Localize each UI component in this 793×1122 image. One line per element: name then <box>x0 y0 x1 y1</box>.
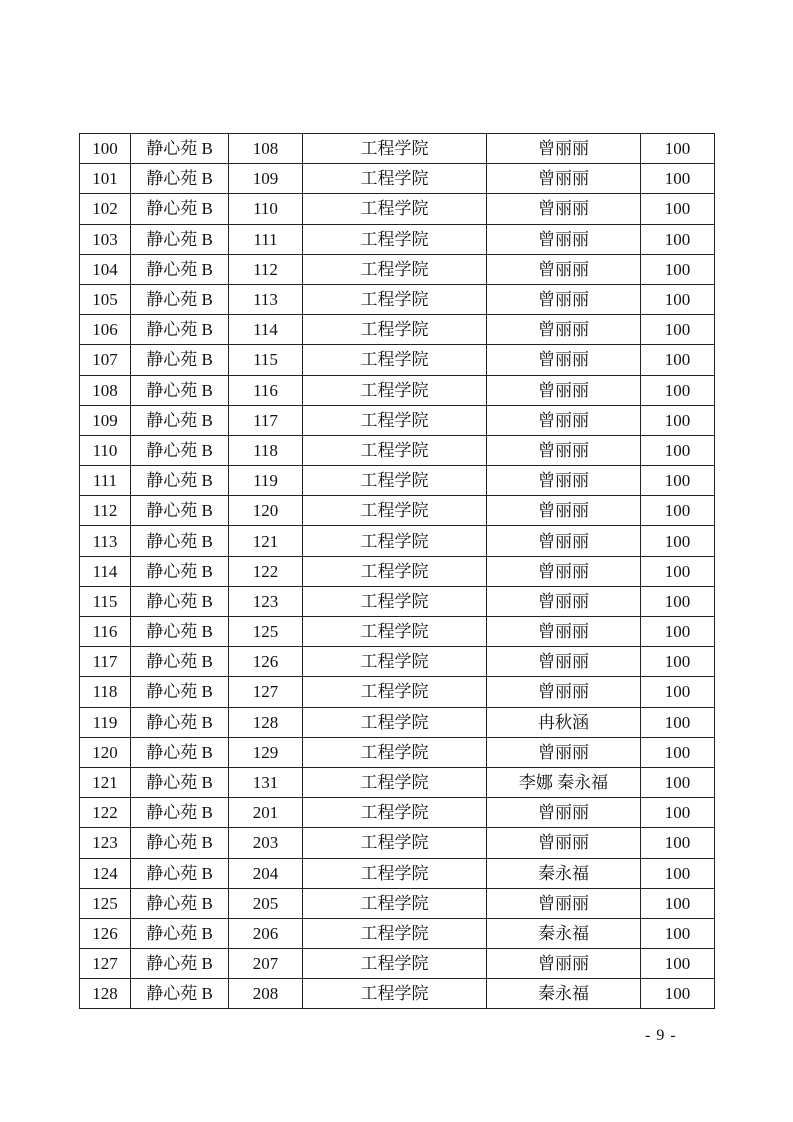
table-row <box>80 858 715 888</box>
room-cell: 205 <box>229 888 303 918</box>
college-cell: 工程学院 <box>303 224 487 254</box>
college-cell: 工程学院 <box>303 194 487 224</box>
score-cell: 100 <box>641 284 715 314</box>
room-cell: 203 <box>229 828 303 858</box>
score-cell: 100 <box>641 194 715 224</box>
row-index-cell: 115 <box>80 586 131 616</box>
room-cell: 120 <box>229 496 303 526</box>
score-cell: 100 <box>641 466 715 496</box>
college-cell: 工程学院 <box>303 466 487 496</box>
score-cell: 100 <box>641 767 715 797</box>
building-cell: 静心苑 B <box>131 979 229 1009</box>
table-row <box>80 134 715 164</box>
row-index-cell: 113 <box>80 526 131 556</box>
college-cell: 工程学院 <box>303 435 487 465</box>
row-index-cell: 102 <box>80 194 131 224</box>
building-cell: 静心苑 B <box>131 556 229 586</box>
person-cell: 曾丽丽 <box>487 586 641 616</box>
building-cell: 静心苑 B <box>131 194 229 224</box>
row-index-cell: 120 <box>80 737 131 767</box>
person-cell: 曾丽丽 <box>487 526 641 556</box>
table-row <box>80 526 715 556</box>
score-cell: 100 <box>641 677 715 707</box>
building-cell: 静心苑 B <box>131 949 229 979</box>
score-cell: 100 <box>641 707 715 737</box>
building-cell: 静心苑 B <box>131 224 229 254</box>
person-cell: 曾丽丽 <box>487 405 641 435</box>
table-row <box>80 496 715 526</box>
person-cell: 曾丽丽 <box>487 798 641 828</box>
building-cell: 静心苑 B <box>131 435 229 465</box>
score-cell: 100 <box>641 405 715 435</box>
college-cell: 工程学院 <box>303 134 487 164</box>
table-row <box>80 194 715 224</box>
row-index-cell: 108 <box>80 375 131 405</box>
score-cell: 100 <box>641 858 715 888</box>
person-cell: 曾丽丽 <box>487 496 641 526</box>
person-cell: 曾丽丽 <box>487 375 641 405</box>
building-cell: 静心苑 B <box>131 737 229 767</box>
table-row <box>80 828 715 858</box>
college-cell: 工程学院 <box>303 586 487 616</box>
row-index-cell: 112 <box>80 496 131 526</box>
building-cell: 静心苑 B <box>131 798 229 828</box>
person-cell: 曾丽丽 <box>487 828 641 858</box>
score-cell: 100 <box>641 979 715 1009</box>
college-cell: 工程学院 <box>303 647 487 677</box>
college-cell: 工程学院 <box>303 345 487 375</box>
score-cell: 100 <box>641 315 715 345</box>
building-cell: 静心苑 B <box>131 254 229 284</box>
college-cell: 工程学院 <box>303 405 487 435</box>
person-cell: 曾丽丽 <box>487 647 641 677</box>
building-cell: 静心苑 B <box>131 375 229 405</box>
college-cell: 工程学院 <box>303 526 487 556</box>
row-index-cell: 107 <box>80 345 131 375</box>
row-index-cell: 118 <box>80 677 131 707</box>
table-row <box>80 405 715 435</box>
building-cell: 静心苑 B <box>131 164 229 194</box>
table-row <box>80 254 715 284</box>
room-cell: 117 <box>229 405 303 435</box>
room-cell: 109 <box>229 164 303 194</box>
table-row <box>80 918 715 948</box>
person-cell: 曾丽丽 <box>487 677 641 707</box>
table-row <box>80 315 715 345</box>
row-index-cell: 106 <box>80 315 131 345</box>
person-cell: 秦永福 <box>487 979 641 1009</box>
row-index-cell: 125 <box>80 888 131 918</box>
person-cell: 秦永福 <box>487 858 641 888</box>
score-cell: 100 <box>641 556 715 586</box>
table-row <box>80 466 715 496</box>
person-cell: 曾丽丽 <box>487 164 641 194</box>
college-cell: 工程学院 <box>303 737 487 767</box>
building-cell: 静心苑 B <box>131 918 229 948</box>
room-cell: 121 <box>229 526 303 556</box>
table-row <box>80 617 715 647</box>
room-cell: 131 <box>229 767 303 797</box>
table-row <box>80 375 715 405</box>
college-cell: 工程学院 <box>303 707 487 737</box>
room-cell: 128 <box>229 707 303 737</box>
building-cell: 静心苑 B <box>131 315 229 345</box>
building-cell: 静心苑 B <box>131 496 229 526</box>
person-cell: 曾丽丽 <box>487 134 641 164</box>
score-cell: 100 <box>641 375 715 405</box>
row-index-cell: 111 <box>80 466 131 496</box>
building-cell: 静心苑 B <box>131 707 229 737</box>
score-cell: 100 <box>641 617 715 647</box>
score-table-body <box>80 134 715 1009</box>
college-cell: 工程学院 <box>303 556 487 586</box>
room-cell: 116 <box>229 375 303 405</box>
college-cell: 工程学院 <box>303 858 487 888</box>
score-cell: 100 <box>641 918 715 948</box>
college-cell: 工程学院 <box>303 315 487 345</box>
person-cell: 曾丽丽 <box>487 556 641 586</box>
building-cell: 静心苑 B <box>131 586 229 616</box>
college-cell: 工程学院 <box>303 828 487 858</box>
person-cell: 曾丽丽 <box>487 737 641 767</box>
college-cell: 工程学院 <box>303 677 487 707</box>
building-cell: 静心苑 B <box>131 828 229 858</box>
room-cell: 127 <box>229 677 303 707</box>
building-cell: 静心苑 B <box>131 677 229 707</box>
person-cell: 曾丽丽 <box>487 466 641 496</box>
room-cell: 206 <box>229 918 303 948</box>
room-cell: 118 <box>229 435 303 465</box>
table-row <box>80 284 715 314</box>
college-cell: 工程学院 <box>303 496 487 526</box>
room-cell: 125 <box>229 617 303 647</box>
person-cell: 曾丽丽 <box>487 949 641 979</box>
score-cell: 100 <box>641 828 715 858</box>
table-row <box>80 677 715 707</box>
score-cell: 100 <box>641 435 715 465</box>
person-cell: 曾丽丽 <box>487 194 641 224</box>
score-cell: 100 <box>641 345 715 375</box>
room-cell: 115 <box>229 345 303 375</box>
person-cell: 曾丽丽 <box>487 435 641 465</box>
room-cell: 123 <box>229 586 303 616</box>
row-index-cell: 121 <box>80 767 131 797</box>
college-cell: 工程学院 <box>303 798 487 828</box>
row-index-cell: 119 <box>80 707 131 737</box>
person-cell: 曾丽丽 <box>487 617 641 647</box>
score-cell: 100 <box>641 798 715 828</box>
table-row <box>80 345 715 375</box>
building-cell: 静心苑 B <box>131 617 229 647</box>
row-index-cell: 105 <box>80 284 131 314</box>
room-cell: 110 <box>229 194 303 224</box>
row-index-cell: 116 <box>80 617 131 647</box>
table-row <box>80 798 715 828</box>
college-cell: 工程学院 <box>303 767 487 797</box>
room-cell: 204 <box>229 858 303 888</box>
building-cell: 静心苑 B <box>131 858 229 888</box>
score-table <box>79 133 715 1009</box>
college-cell: 工程学院 <box>303 164 487 194</box>
row-index-cell: 124 <box>80 858 131 888</box>
building-cell: 静心苑 B <box>131 526 229 556</box>
person-cell: 曾丽丽 <box>487 284 641 314</box>
person-cell: 曾丽丽 <box>487 888 641 918</box>
person-cell: 冉秋涵 <box>487 707 641 737</box>
person-cell: 曾丽丽 <box>487 315 641 345</box>
score-cell: 100 <box>641 254 715 284</box>
building-cell: 静心苑 B <box>131 345 229 375</box>
room-cell: 108 <box>229 134 303 164</box>
college-cell: 工程学院 <box>303 918 487 948</box>
table-row <box>80 224 715 254</box>
row-index-cell: 109 <box>80 405 131 435</box>
room-cell: 112 <box>229 254 303 284</box>
table-row <box>80 767 715 797</box>
room-cell: 207 <box>229 949 303 979</box>
row-index-cell: 100 <box>80 134 131 164</box>
building-cell: 静心苑 B <box>131 284 229 314</box>
row-index-cell: 110 <box>80 435 131 465</box>
score-cell: 100 <box>641 586 715 616</box>
table-row <box>80 888 715 918</box>
row-index-cell: 122 <box>80 798 131 828</box>
score-cell: 100 <box>641 888 715 918</box>
row-index-cell: 123 <box>80 828 131 858</box>
person-cell: 曾丽丽 <box>487 224 641 254</box>
college-cell: 工程学院 <box>303 979 487 1009</box>
room-cell: 126 <box>229 647 303 677</box>
building-cell: 静心苑 B <box>131 466 229 496</box>
building-cell: 静心苑 B <box>131 134 229 164</box>
college-cell: 工程学院 <box>303 617 487 647</box>
room-cell: 111 <box>229 224 303 254</box>
table-row <box>80 647 715 677</box>
college-cell: 工程学院 <box>303 949 487 979</box>
building-cell: 静心苑 B <box>131 405 229 435</box>
page-number: - 9 - <box>645 1027 677 1044</box>
table-row <box>80 164 715 194</box>
college-cell: 工程学院 <box>303 888 487 918</box>
table-row <box>80 435 715 465</box>
college-cell: 工程学院 <box>303 375 487 405</box>
row-index-cell: 127 <box>80 949 131 979</box>
row-index-cell: 101 <box>80 164 131 194</box>
table-row <box>80 556 715 586</box>
building-cell: 静心苑 B <box>131 767 229 797</box>
score-cell: 100 <box>641 164 715 194</box>
score-cell: 100 <box>641 949 715 979</box>
score-cell: 100 <box>641 134 715 164</box>
room-cell: 129 <box>229 737 303 767</box>
room-cell: 208 <box>229 979 303 1009</box>
room-cell: 113 <box>229 284 303 314</box>
score-cell: 100 <box>641 526 715 556</box>
row-index-cell: 126 <box>80 918 131 948</box>
score-cell: 100 <box>641 496 715 526</box>
row-index-cell: 103 <box>80 224 131 254</box>
score-cell: 100 <box>641 224 715 254</box>
row-index-cell: 104 <box>80 254 131 284</box>
score-cell: 100 <box>641 737 715 767</box>
person-cell: 李娜 秦永福 <box>487 767 641 797</box>
person-cell: 曾丽丽 <box>487 254 641 284</box>
room-cell: 114 <box>229 315 303 345</box>
row-index-cell: 128 <box>80 979 131 1009</box>
building-cell: 静心苑 B <box>131 647 229 677</box>
room-cell: 201 <box>229 798 303 828</box>
person-cell: 秦永福 <box>487 918 641 948</box>
row-index-cell: 114 <box>80 556 131 586</box>
college-cell: 工程学院 <box>303 284 487 314</box>
room-cell: 122 <box>229 556 303 586</box>
room-cell: 119 <box>229 466 303 496</box>
table-row <box>80 586 715 616</box>
row-index-cell: 117 <box>80 647 131 677</box>
building-cell: 静心苑 B <box>131 888 229 918</box>
score-cell: 100 <box>641 647 715 677</box>
college-cell: 工程学院 <box>303 254 487 284</box>
person-cell: 曾丽丽 <box>487 345 641 375</box>
table-row <box>80 949 715 979</box>
table-row <box>80 737 715 767</box>
table-row <box>80 979 715 1009</box>
table-row <box>80 707 715 737</box>
